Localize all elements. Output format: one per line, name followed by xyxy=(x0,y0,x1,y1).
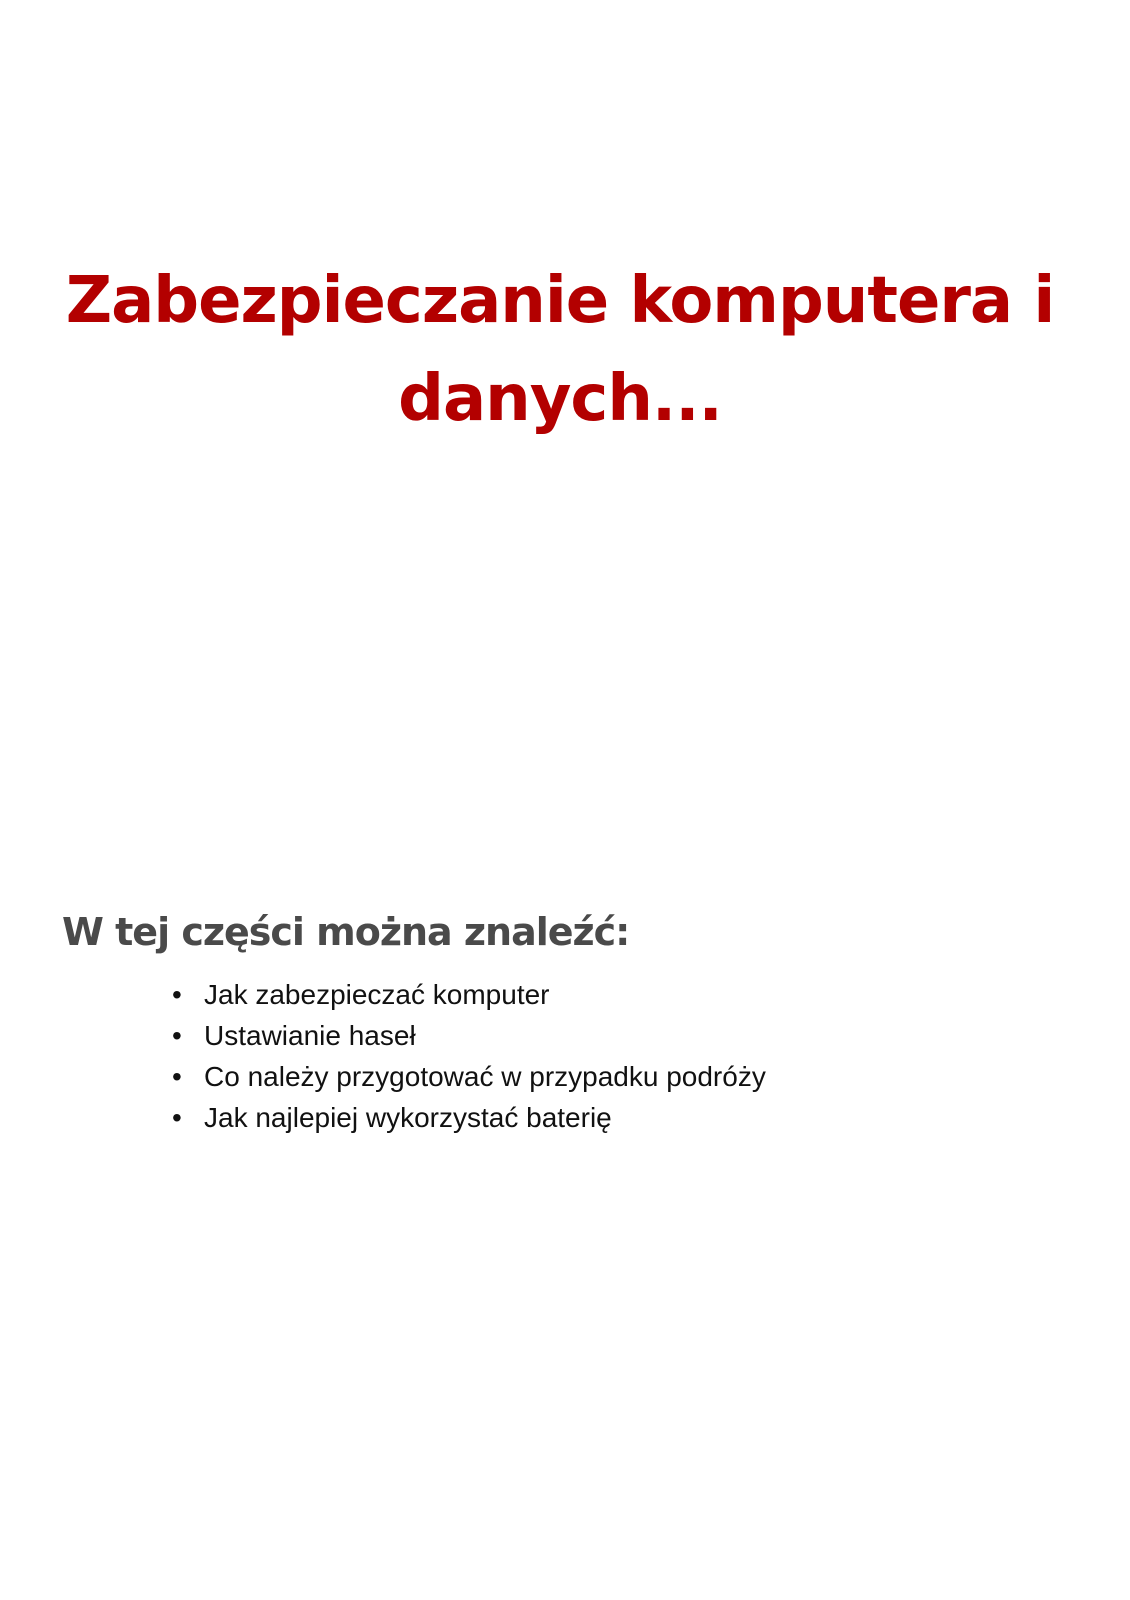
list-item-text: Ustawianie haseł xyxy=(204,1020,416,1051)
list-item xyxy=(172,1097,766,1138)
list-item-text: Jak zabezpieczać komputer xyxy=(204,979,550,1010)
page-title xyxy=(60,252,1060,448)
bullet-icon: • xyxy=(172,979,182,1010)
title-line-2: danych... xyxy=(398,362,722,436)
title-line-1: Zabezpieczanie komputera i xyxy=(65,264,1055,338)
bullet-icon: • xyxy=(172,1061,182,1092)
list-item xyxy=(172,974,766,1015)
list-item xyxy=(172,1015,766,1056)
list-item xyxy=(172,1056,766,1097)
bullet-icon: • xyxy=(172,1020,182,1051)
section-heading: W tej części można znaleźć: xyxy=(62,910,630,954)
bullet-icon: • xyxy=(172,1102,182,1133)
list-item-text: Jak najlepiej wykorzystać baterię xyxy=(204,1102,612,1133)
contents-list xyxy=(172,974,766,1138)
list-item-text: Co należy przygotować w przypadku podróży xyxy=(204,1061,766,1092)
